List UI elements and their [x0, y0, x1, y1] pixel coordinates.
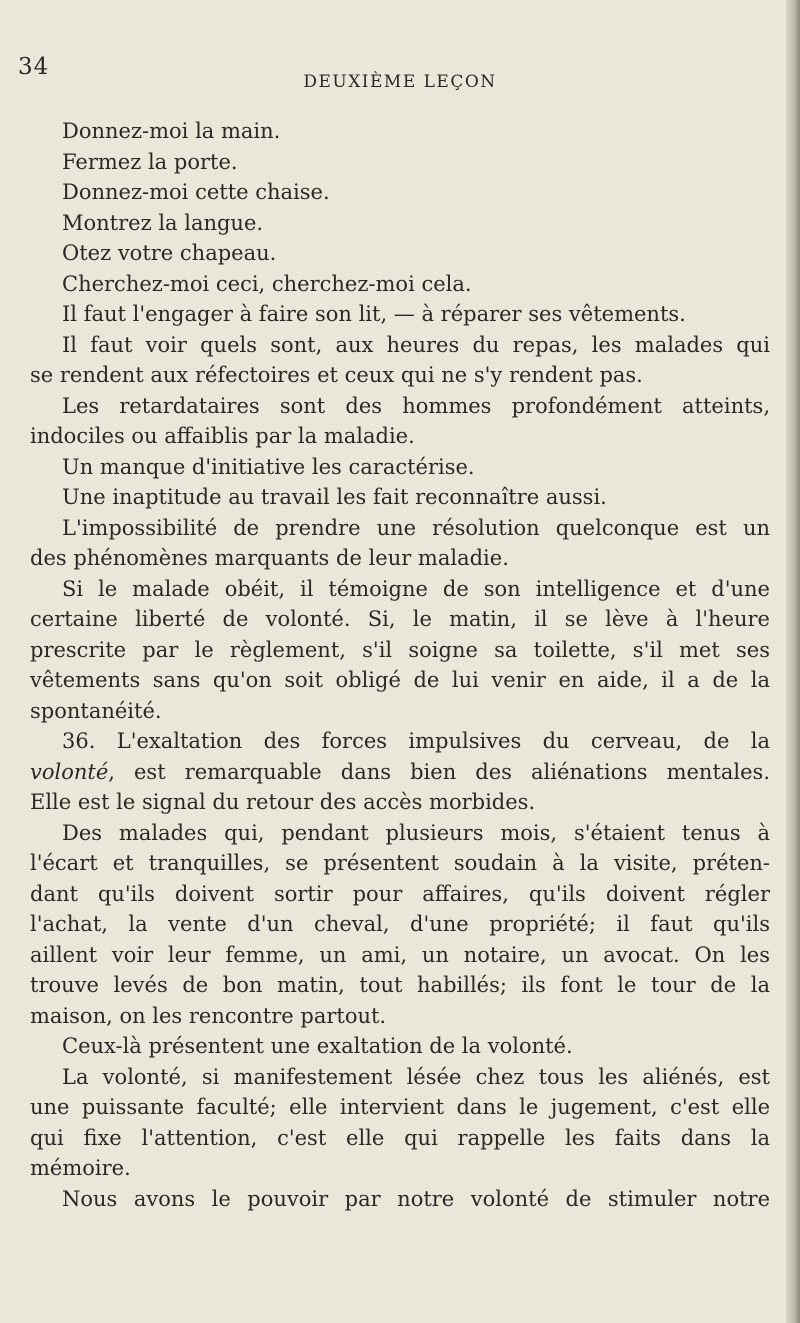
text-line: l'achat, la vente d'un cheval, d'une propriété; il faut qu'ils — [30, 912, 770, 936]
text-line: Donnez-moi la main. — [62, 119, 281, 143]
text-line: Il faut l'engager à faire son lit, — à réparer ses vêtements. — [62, 302, 686, 326]
text-line: indociles ou affaiblis par la maladie. — [30, 424, 415, 448]
text-line: Si le malade obéit, il témoigne de son intelligence et d'une — [62, 576, 770, 601]
text-line: Les retardataires sont des hommes profondément atteints, — [62, 393, 770, 418]
text-segment: 36. L'exaltation des forces impulsives du cerveau, de la — [62, 729, 770, 753]
text-line: une puissante faculté; elle intervient dans le jugement, c'est elle — [30, 1095, 770, 1119]
text-line: mémoire. — [30, 1156, 131, 1180]
text-line: Un manque d'initiative les caractérise. — [62, 454, 475, 479]
italic-term: volonté — [30, 759, 109, 784]
text-line: Ceux-là présentent une exaltation de la volonté. — [62, 1034, 573, 1058]
text-line: Fermez la porte. — [62, 149, 238, 174]
text-line: aillent voir leur femme, un ami, un notaire, un avocat. On les — [30, 942, 770, 967]
text-line: La volonté, si manifestement lésée chez tous les aliénés, est — [62, 1064, 770, 1089]
text-line: Elle est le signal du retour des accès morbides. — [30, 790, 536, 814]
page-number: 34 — [18, 54, 50, 80]
text-line: vêtements sans qu'on soit obligé de lui venir en aide, il a de la — [30, 668, 770, 692]
text-line: Des malades qui, pendant plusieurs mois, s'étaient tenus à — [62, 820, 770, 845]
text-line: prescrite par le règlement, s'il soigne sa toilette, s'il met ses — [30, 637, 770, 662]
text-line: des phénomènes marquants de leur maladie. — [30, 546, 509, 570]
text-segment: , est remarquable dans bien des aliénations mentales. — [108, 759, 770, 784]
page-edge-shadow — [786, 0, 800, 1323]
text-line: Une inaptitude au travail les fait reconnaître aussi. — [62, 485, 607, 509]
text-line: maison, on les rencontre partout. — [30, 1003, 387, 1028]
text-line: Nous avons le pouvoir par notre volonté de stimuler notre — [62, 1186, 770, 1211]
text-line: qui fixe l'attention, c'est elle qui rappelle les faits dans la — [30, 1125, 770, 1150]
text-line: dant qu'ils doivent sortir pour affaires, qu'ils doivent régler — [30, 881, 770, 906]
body-text — [30, 116, 770, 1214]
running-head: DEUXIÈME LEÇON — [303, 72, 497, 92]
text-line: Il faut voir quels sont, aux heures du repas, les malades qui — [62, 332, 770, 357]
text-line: L'impossibilité de prendre une résolution quelconque est un — [62, 515, 770, 540]
text-line — [30, 726, 770, 757]
text-line: se rendent aux réfectoires et ceux qui ne s'y rendent pas. — [30, 363, 643, 387]
text-line: Cherchez-moi ceci, cherchez-moi cela. — [62, 271, 472, 296]
text-line: Montrez la langue. — [62, 210, 264, 235]
text-line: l'écart et tranquilles, se présentent soudain à la visite, préten- — [30, 851, 770, 875]
text-line: Otez votre chapeau. — [62, 241, 277, 265]
text-line: trouve levés de bon matin, tout habillés; ils font le tour de la — [30, 973, 770, 997]
text-line: Donnez-moi cette chaise. — [62, 180, 330, 204]
text-line — [30, 757, 770, 788]
text-line: spontanéité. — [30, 698, 162, 723]
text-line: certaine liberté de volonté. Si, le matin, il se lève à l'heure — [30, 607, 770, 631]
